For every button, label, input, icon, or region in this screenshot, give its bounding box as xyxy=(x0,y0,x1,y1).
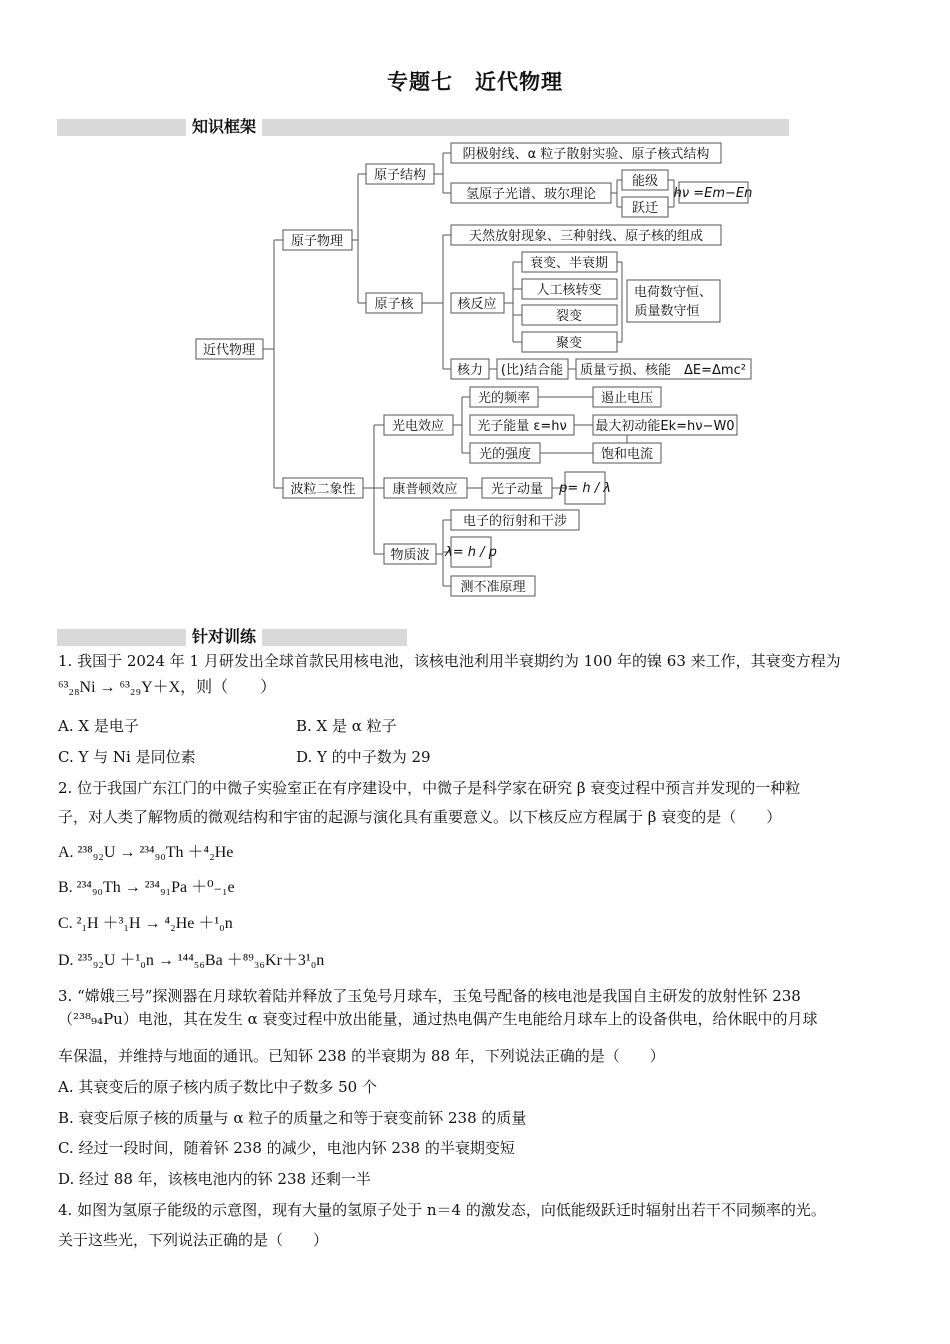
svg-text:光的强度: 光的强度 xyxy=(478,447,532,462)
svg-text:裂变: 裂变 xyxy=(555,309,583,324)
q3-option-a[interactable]: A. 其衰变后的原子核内质子数比中子数多 50 个 xyxy=(58,1078,377,1096)
svg-text:遏止电压: 遏止电压 xyxy=(600,391,654,406)
q2-option-b[interactable]: B. ²³⁴₉₀Th → ²³⁴₉₁Pa ＋⁰₋₁e xyxy=(58,879,235,896)
q4-stem-line1: 4. 如图为氢原子能级的示意图，现有大量的氢原子处于 n＝4 的激发态，向低能级跃迁时辐射出若干不同频率的光。 xyxy=(58,1201,826,1219)
q3-option-b[interactable]: B. 衰变后原子核的质量与 α 粒子的质量之和等于衰变前钚 238 的质量 xyxy=(58,1109,527,1127)
node-natural-radioactivity xyxy=(451,225,721,245)
node-uncertainty xyxy=(451,576,535,596)
node-wave-particle xyxy=(283,478,363,498)
svg-text:测不准原理: 测不准原理 xyxy=(460,580,526,595)
q1-stem: 1. 我国于 2024 年 1 月研发出全球首款民用核电池，该核电池利用半衰期约为 100 年的镍 63 来工作，其衰变方程为 xyxy=(58,652,841,670)
svg-text:光子能量 ε=hν: 光子能量 ε=hν xyxy=(477,419,567,434)
node-lambda-formula xyxy=(444,537,497,567)
svg-text:光的频率: 光的频率 xyxy=(477,391,531,406)
q1-equation: ⁶³₂₈Ni → ⁶³₂₉Y＋X，则（ ） xyxy=(58,679,277,696)
node-atomic-physics xyxy=(283,230,352,250)
q1-option-a[interactable]: A. X 是电子 xyxy=(58,717,139,735)
svg-text:hν =Em−En: hν =Em−En xyxy=(673,186,753,201)
svg-text:核力: 核力 xyxy=(456,363,484,378)
svg-text:电子的衍射和干涉: 电子的衍射和干涉 xyxy=(462,514,568,529)
q4-stem-line2: 关于这些光，下列说法正确的是（ ） xyxy=(58,1231,329,1249)
svg-text:天然放射现象、三种射线、原子核的组成: 天然放射现象、三种射线、原子核的组成 xyxy=(468,229,704,244)
node-p-formula xyxy=(558,472,611,504)
node-photoelectric xyxy=(384,415,453,435)
node-fission xyxy=(522,305,617,325)
svg-text:衰变、半衰期: 衰变、半衰期 xyxy=(529,256,609,271)
page-title: 专题七 近代物理 xyxy=(387,70,563,94)
svg-text:电荷数守恒、: 电荷数守恒、 xyxy=(633,285,713,300)
svg-text:能级: 能级 xyxy=(631,174,659,189)
node-photon-momentum xyxy=(482,478,552,498)
svg-text:阴极射线、α 粒子散射实验、原子核式结构: 阴极射线、α 粒子散射实验、原子核式结构 xyxy=(462,147,710,162)
node-fusion xyxy=(522,332,617,352)
q2-stem-line1: 2. 位于我国广东江门的中微子实验室正在有序建设中，中微子是科学家在研究 β 衰变过程中预言并发现的一种粒 xyxy=(58,779,801,797)
svg-text:光电效应: 光电效应 xyxy=(391,419,445,434)
q2-option-a[interactable]: A. ²³⁸₉₂U → ²³⁴₉₀Th ＋⁴₂He xyxy=(58,844,234,861)
svg-text:(比)结合能: (比)结合能 xyxy=(500,363,564,378)
svg-text:λ= h / p: λ= h / p xyxy=(445,545,497,560)
knowledge-map xyxy=(0,0,950,620)
svg-text:原子核: 原子核 xyxy=(374,297,414,312)
svg-text:物质波: 物质波 xyxy=(390,548,430,563)
node-max-kinetic-energy xyxy=(593,415,737,435)
q3-stem-line2: （²³⁸₉₄Pu）电池，其在发生 α 衰变过程中放出能量，通过热电偶产生电能给月球车上的设备供电，给休眠中的月球 xyxy=(58,1010,818,1028)
node-stop-voltage xyxy=(593,387,661,407)
node-diffraction xyxy=(451,510,579,530)
node-decay xyxy=(522,252,617,272)
node-nucleus xyxy=(366,293,422,313)
q1-option-d[interactable]: D. Y 的中子数为 29 xyxy=(296,748,431,766)
node-photon-energy xyxy=(470,415,574,435)
svg-text:核反应: 核反应 xyxy=(457,297,497,312)
node-compton xyxy=(384,478,467,498)
svg-text:饱和电流: 饱和电流 xyxy=(600,447,654,462)
node-mass-defect xyxy=(576,359,751,379)
node-hydrogen xyxy=(451,183,611,203)
q3-option-c[interactable]: C. 经过一段时间，随着钚 238 的减少，电池内钚 238 的半衰期变短 xyxy=(58,1139,515,1157)
svg-text:p= h / λ: p= h / λ xyxy=(559,481,611,496)
svg-text:跃迁: 跃迁 xyxy=(631,201,659,216)
node-light-frequency xyxy=(470,387,538,407)
q1-option-c[interactable]: C. Y 与 Ni 是同位素 xyxy=(58,748,196,766)
svg-text:原子物理: 原子物理 xyxy=(290,234,344,249)
svg-text:质量亏损、核能 ΔE=Δmc²: 质量亏损、核能 ΔE=Δmc² xyxy=(580,363,746,378)
svg-text:氢原子光谱、玻尔理论: 氢原子光谱、玻尔理论 xyxy=(465,187,597,202)
node-cathode xyxy=(451,143,721,163)
svg-text:人工核转变: 人工核转变 xyxy=(536,283,602,298)
svg-text:质量数守恒: 质量数守恒 xyxy=(634,304,700,319)
node-transition-formula xyxy=(674,182,753,203)
node-transition xyxy=(622,197,668,217)
node-light-intensity xyxy=(470,443,540,463)
node-root xyxy=(196,339,263,359)
node-binding-energy xyxy=(497,359,568,379)
node-level xyxy=(622,170,668,190)
svg-text:聚变: 聚变 xyxy=(555,336,583,351)
svg-text:光子动量: 光子动量 xyxy=(490,482,544,497)
q2-option-c[interactable]: C. ²₁H ＋³₁H → ⁴₂He ＋¹₀n xyxy=(58,915,233,932)
q3-stem-line1: 3. “嫦娥三号”探测器在月球软着陆并释放了玉兔号月球车，玉兔号配备的核电池是我国自主研发的放射性钚 238 xyxy=(58,987,801,1005)
node-conservation xyxy=(627,280,720,322)
q3-option-d[interactable]: D. 经过 88 年，该核电池内的钚 238 还剩一半 xyxy=(58,1170,371,1188)
svg-text:近代物理: 近代物理 xyxy=(202,343,256,358)
q3-stem-line3: 车保温，并维持与地面的通讯。已知钚 238 的半衰期为 88 年，下列说法正确的是（ ） xyxy=(58,1047,665,1065)
q1-option-b[interactable]: B. X 是 α 粒子 xyxy=(296,717,397,735)
section-title-framework: 知识框架 xyxy=(186,116,262,138)
q2-stem-line2: 子，对人类了解物质的微观结构和宇宙的起源与演化具有重要意义。以下核反应方程属于 β 衰变的是（ ） xyxy=(58,808,782,826)
q2-option-d[interactable]: D. ²³⁵₉₂U ＋¹₀n → ¹⁴⁴₅₆Ba ＋⁸⁹₃₆Kr＋3¹₀n xyxy=(58,952,325,969)
node-matter-wave xyxy=(384,544,436,564)
svg-text:最大初动能Ek=hν−W0: 最大初动能Ek=hν−W0 xyxy=(595,419,735,434)
section-title-training: 针对训练 xyxy=(186,626,262,648)
node-artificial xyxy=(522,279,617,299)
svg-text:原子结构: 原子结构 xyxy=(373,168,427,183)
svg-text:波粒二象性: 波粒二象性 xyxy=(290,482,356,497)
node-nuclear-reaction xyxy=(451,293,504,313)
node-atomic-structure xyxy=(366,164,434,184)
node-saturation-current xyxy=(593,443,661,463)
svg-text:康普顿效应: 康普顿效应 xyxy=(392,482,458,497)
node-nuclear-force xyxy=(451,359,489,379)
